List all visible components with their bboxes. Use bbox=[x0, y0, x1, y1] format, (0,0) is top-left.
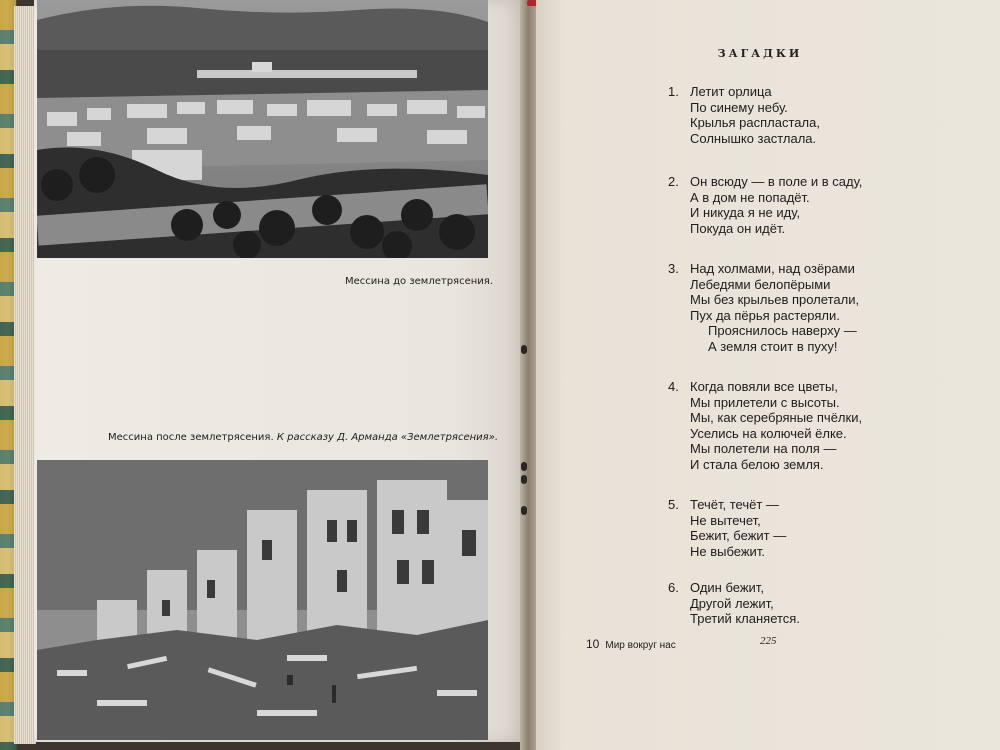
page-number: 225 bbox=[760, 635, 777, 647]
riddle-line: Над холмами, над озёрами bbox=[690, 261, 855, 276]
riddle-line: По синему небу. bbox=[690, 99, 788, 115]
riddle-line: Мы, как серебряные пчёлки, bbox=[690, 410, 863, 425]
riddle-number: 4. bbox=[668, 379, 679, 394]
riddle-line: И никуда я не иду, bbox=[690, 205, 801, 220]
riddle-line: Прояснилось наверху — bbox=[708, 323, 857, 338]
riddle-line: Третий кланяется. bbox=[690, 611, 800, 626]
riddle-line: Мы без крыльев пролетали, bbox=[690, 292, 860, 307]
riddle-number: 1. bbox=[668, 84, 679, 99]
photo-caption-after bbox=[108, 432, 498, 443]
riddle-number: 5. bbox=[668, 497, 679, 512]
riddle-number: 2. bbox=[668, 174, 679, 189]
riddle-line: А в дом не попадёт. bbox=[690, 189, 810, 205]
riddle-line: Другой лежит, bbox=[690, 595, 774, 611]
riddle-line: Уселись на колючей ёлке. bbox=[690, 425, 847, 441]
riddle-line: Лебедями белопёрыми bbox=[690, 276, 831, 292]
book-title-footer: Мир вокруг нас bbox=[605, 640, 676, 651]
riddle-line: Он всюду — в поле и в саду, bbox=[690, 174, 863, 189]
page-footer bbox=[586, 637, 676, 651]
spine-stitch bbox=[521, 462, 527, 471]
riddle-line: Один бежит, bbox=[690, 580, 764, 595]
riddle-line: Солнышко застлала. bbox=[690, 130, 817, 146]
signature-mark: 10 bbox=[586, 637, 600, 651]
riddle-line: А земля стоит в пуху! bbox=[708, 338, 838, 354]
photo-caption-before: Мессина до землетрясения. bbox=[345, 276, 493, 287]
photo-messina-after bbox=[37, 460, 488, 740]
page-edges bbox=[14, 6, 36, 744]
spine-stitch bbox=[521, 345, 527, 354]
riddle-line: Летит орлица bbox=[690, 84, 772, 99]
riddle-line: Пух да пёрья растеряли. bbox=[690, 307, 840, 323]
riddle-line: И стала белою земля. bbox=[690, 456, 824, 472]
photo-messina-before bbox=[37, 0, 488, 258]
page-title: ЗАГАДКИ bbox=[717, 47, 803, 60]
riddle-line: Не вытечет, bbox=[690, 512, 761, 528]
riddle-number: 6. bbox=[668, 580, 679, 595]
riddle-line: Мы полетели на поля — bbox=[690, 441, 837, 456]
riddle-line: Течёт, течёт — bbox=[690, 497, 779, 512]
riddle-line: Когда повяли все цветы, bbox=[690, 379, 838, 394]
spine-stitch bbox=[521, 475, 527, 484]
riddle-line: Крылья распластала, bbox=[690, 115, 820, 130]
caption-after-text: Мессина после землетрясения. bbox=[108, 432, 274, 443]
riddle-line: Мы прилетели с высоты. bbox=[690, 394, 840, 410]
spine-stitch bbox=[521, 506, 527, 515]
riddle-number: 3. bbox=[668, 261, 679, 276]
riddle-line: Бежит, бежит — bbox=[690, 528, 787, 543]
riddle-line: Не выбежит. bbox=[690, 543, 765, 559]
caption-story-reference: К рассказу Д. Арманда «Землетрясения». bbox=[276, 432, 498, 443]
riddle-line: Покуда он идёт. bbox=[690, 220, 786, 236]
